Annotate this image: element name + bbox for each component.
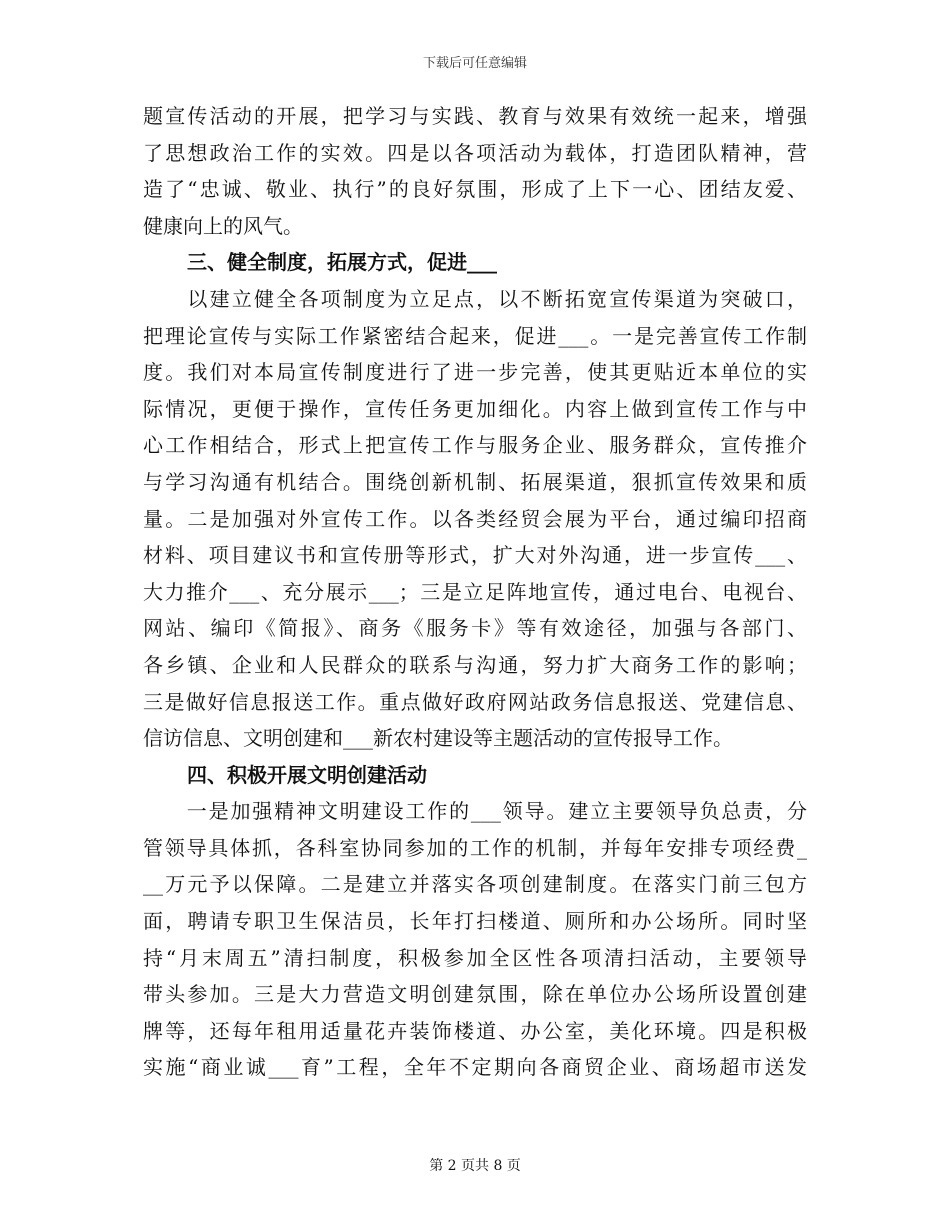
text-line: 实施“商业诚___育”工程，全年不定期向各商贸企业、商场超市送发 (143, 1055, 807, 1080)
text-line: 大力推介___、充分展示___；三是立足阵地宣传，通过电台、电视台、 (143, 579, 807, 604)
text-line: 带头参加。三是大力营造文明创建氛围，除在单位办公场所设置创建 (143, 982, 807, 1007)
text-line: 度。我们对本局宣传制度进行了进一步完善，使其更贴近本单位的实 (143, 360, 807, 385)
text-line: 三是做好信息报送工作。重点做好政府网站政务信息报送、党建信息、 (143, 689, 807, 714)
text-line: 际情况，更便于操作，宣传任务更加细化。内容上做到宣传工作与中 (143, 396, 807, 421)
text-line: 了思想政治工作的实效。四是以各项活动为载体，打造团队精神，营 (143, 140, 807, 165)
text-line: 以建立健全各项制度为立足点，以不断拓宽宣传渠道为突破口， (143, 286, 807, 311)
text-line: 网站、编印《简报》、商务《服务卡》等有效途径，加强与各部门、 (143, 616, 807, 641)
text-line: 一是加强精神文明建设工作的___领导。建立主要领导负总责，分 (143, 799, 807, 824)
text-line: __万元予以保障。二是建立并落实各项创建制度。在落实门前三包方 (143, 872, 807, 897)
text-line: 量。二是加强对外宣传工作。以各类经贸会展为平台，通过编印招商 (143, 506, 807, 531)
text-line: 题宣传活动的开展，把学习与实践、教育与效果有效统一起来，增强 (143, 104, 807, 128)
text-line: 把理论宣传与实际工作紧密结合起来，促进___。一是完善宣传工作制 (143, 323, 807, 348)
text-line: 材料、项目建议书和宣传册等形式，扩大对外沟通，进一步宣传___、 (143, 543, 807, 568)
section-heading: 三、健全制度，拓展方式，促进___ (187, 250, 497, 275)
section-heading: 四、积极开展文明创建活动 (187, 762, 427, 787)
page-number: 第 2 页共 8 页 (429, 1158, 521, 1174)
text-line: 信访信息、文明创建和___新农村建设等主题活动的宣传报导工作。 (143, 726, 733, 751)
text-line: 造了“忠诚、敬业、执行”的良好氛围，形成了上下一心、团结友爱、 (143, 177, 807, 202)
text-line: 持“月末周五”清扫制度，积极参加全区性各项清扫活动，主要领导 (143, 945, 807, 970)
text-line: 面，聘请专职卫生保洁员，长年打扫楼道、厕所和办公场所。同时坚 (143, 909, 807, 934)
text-line: 各乡镇、企业和人民群众的联系与沟通，努力扩大商务工作的影响； (143, 652, 807, 677)
text-line: 健康向上的风气。 (143, 213, 303, 238)
document-body (143, 98, 807, 1086)
text-line: 心工作相结合，形式上把宣传工作与服务企业、服务群众，宣传推介 (143, 433, 807, 458)
text-line: 与学习沟通有机结合。围绕创新机制、拓展渠道，狠抓宣传效果和质 (143, 469, 807, 494)
text-line: 管领导具体抓，各科室协同参加的工作的机制，并每年安排专项经费_ (143, 835, 807, 860)
page-header-note: 下载后可任意编辑 (422, 56, 527, 71)
text-line: 牌等，还每年租用适量花卉装饰楼道、办公室，美化环境。四是积极 (143, 1018, 807, 1043)
